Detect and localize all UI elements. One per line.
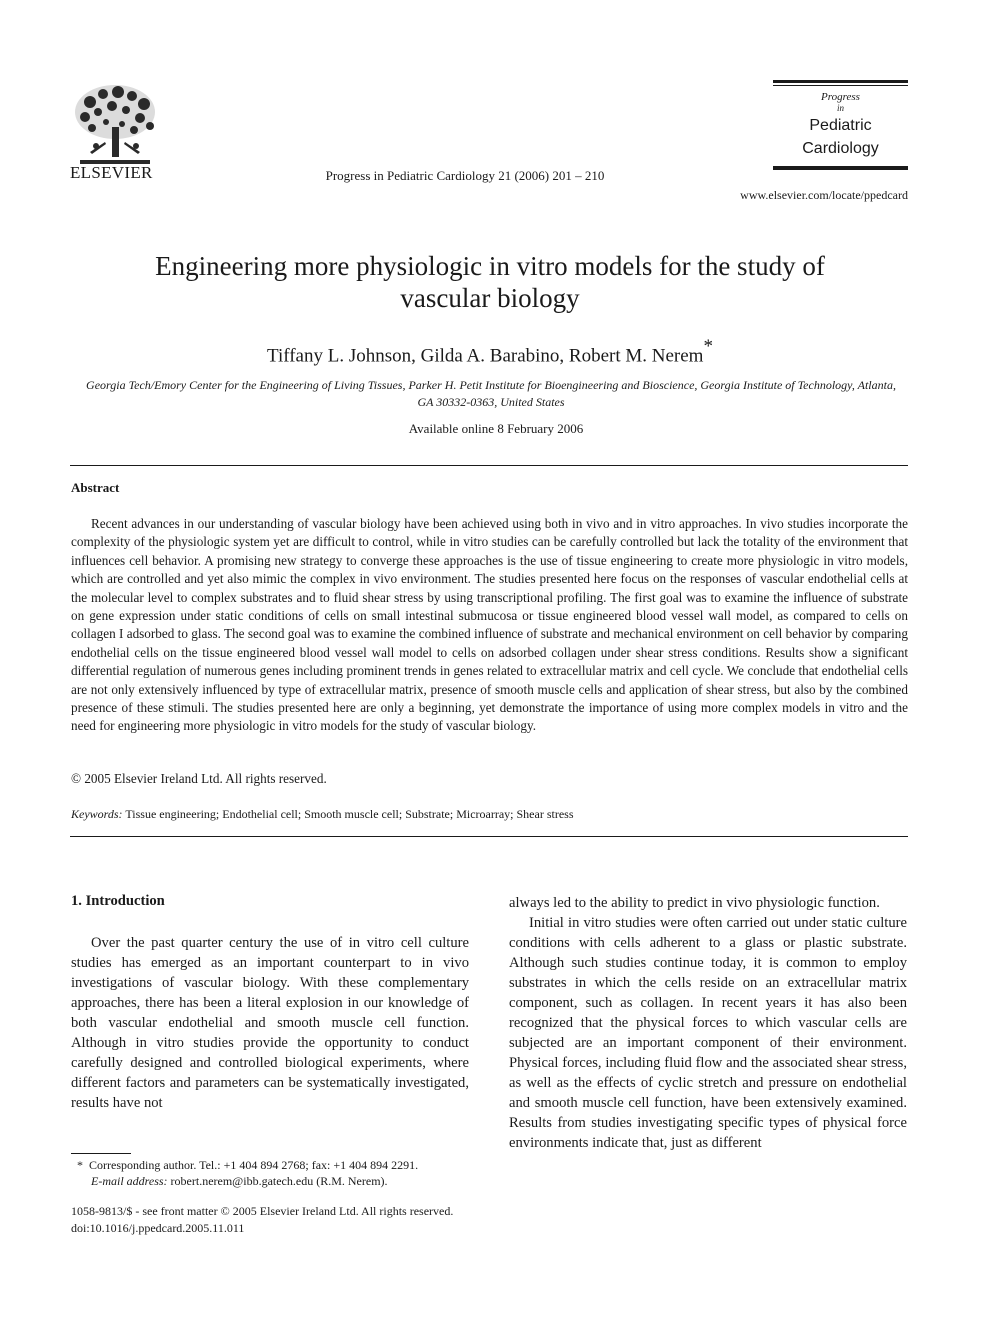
- corresponding-author-marker[interactable]: *: [703, 336, 713, 357]
- journal-logo-top-rule: [773, 80, 908, 83]
- footnote-email: [71, 1173, 481, 1189]
- left-column: [71, 933, 469, 1113]
- elsevier-tree-icon: [70, 82, 160, 164]
- keywords: [71, 807, 574, 822]
- article-title: Engineering more physiologic in vitro models for the study of vascular biology: [155, 251, 825, 313]
- intro-paragraph-1-continued: always led to the ability to predict in vivo physiologic function.: [509, 895, 880, 911]
- affiliation: Georgia Tech/Emory Center for the Engineering of Living Tissues, Parker H. Petit Institute for Bioengineering and Bioscience, Georgia Institute of Technology, Atlanta, GA 30332-0363, United States: [86, 378, 896, 409]
- divider-bottom: [70, 836, 908, 837]
- footnote-corresponding-text: Corresponding author. Tel.: +1 404 894 2768; fax: +1 404 894 2291.: [89, 1158, 419, 1172]
- keywords-list: Tissue engineering; Endothelial cell; Smooth muscle cell; Substrate; Microarray; Shear stress: [125, 807, 574, 821]
- abstract-body: Recent advances in our understanding of vascular biology have been achieved using both in vivo and in vitro approaches. In vivo studies incorporate the complexity of the physiologic system yet are difficult to control, while in vitro studies can be carefully controlled but lack the totality of the environment that influences cell behavior. A promising new strategy to converge these approaches is the use of tissue engineering to create more physiologic in vitro models, which are controlled and yet also mimic the complex in vivo environment. The studies presented here focus on the responses of vascular endothelial cells at the molecular level to complex substrates and to fluid shear stress by using transcriptional profiling. The first goal was to examine the influence of substrate on gene expression under static conditions of cells on small intestinal submucosa or tissue engineered blood vessel wall model, as compared to cells on collagen I adsorbed to glass. The second goal was to examine the combined influence of substrate and mechanical environment on cell behavior by comparing endothelial cells on the tissue engineered blood vessel wall model to cells on adsorbed collagen under shear stress conditions. Results show a significant differential regulation of numerous genes including prominent trends in genes related to extracellular matrix and cell cycle. We conclude that endothelial cells are not only extensively influenced by type of extracellular matrix, presence of smooth muscle cells and application of shear stress, but also by the combined presence of these stimuli. The studies presented here are only a beginning, yet demonstrate the importance of using more complex models in vitro and the need for engineering more physiologic in vitro models for the study of vascular biology.: [71, 516, 908, 734]
- doi-line[interactable]: doi:10.1016/j.ppedcard.2005.11.011: [71, 1221, 245, 1235]
- journal-citation: Progress in Pediatric Cardiology 21 (2006) 201 – 210: [325, 168, 605, 183]
- available-online-date: Available online 8 February 2006: [408, 421, 584, 436]
- authors-text: Tiffany L. Johnson, Gilda A. Barabino, Robert M. Nerem: [267, 345, 704, 367]
- journal-logo-line1: Progress: [821, 91, 860, 103]
- footnote-email-value[interactable]: robert.nerem@ibb.gatech.edu (R.M. Nerem).: [170, 1174, 388, 1188]
- footnote-marker: *: [77, 1158, 83, 1172]
- journal-logo-line3: Pediatric: [809, 117, 872, 134]
- section-heading-introduction: 1. Introduction: [71, 893, 165, 909]
- issn-line: 1058-9813/$ - see front matter © 2005 Elsevier Ireland Ltd. All rights reserved.: [71, 1204, 454, 1218]
- footnote: [71, 1157, 481, 1189]
- journal-url[interactable]: www.elsevier.com/locate/ppedcard: [740, 188, 908, 202]
- intro-paragraph-1: Over the past quarter century the use of in vitro cell culture studies has emerged as an important counterpart to in vivo investigations of vascular biology. With these complementary approaches, there has been a literal explosion in our knowledge of both vascular endothelial and smooth muscle cell function. Although in vitro studies provide the opportunity to conduct carefully designed and controlled biological experiments, where different factors and parameters can be systematically investigated, results have not: [71, 935, 469, 1111]
- footnote-corresponding: [71, 1157, 481, 1173]
- journal-logo-line2: in: [836, 103, 844, 113]
- right-column: [509, 893, 907, 1153]
- publisher-logo: [70, 82, 162, 182]
- abstract-copyright: © 2005 Elsevier Ireland Ltd. All rights reserved.: [71, 771, 327, 786]
- divider-top: [70, 465, 908, 466]
- abstract-heading: Abstract: [71, 480, 120, 495]
- keywords-label: Keywords:: [71, 807, 123, 821]
- author-list: [100, 338, 880, 367]
- journal-logo: [773, 80, 908, 170]
- intro-paragraph-2: Initial in vitro studies were often carried out under static culture conditions with cells adherent to a glass or plastic substrate. Although such studies continue today, it is common to employ substrates in which the cells reside on an extracellular matrix component, such as collagen. In recent years it has also been recognized that the physical forces to which vascular cells are subjected are an important component of their environment. Physical forces, including fluid flow and the associated shear stress, as well as the effects of cyclic stretch and pressure on endothelial and smooth muscle cell function, have been extensively examined. Results from studies investigating specific types of physical force environments indicate that, just as different: [509, 915, 907, 1151]
- publisher-name: ELSEVIER: [70, 163, 153, 182]
- journal-logo-line4: Cardiology: [802, 140, 879, 157]
- front-matter: [71, 1203, 453, 1237]
- journal-logo-bottom-rule: [773, 167, 908, 170]
- footnote-divider: [71, 1153, 131, 1154]
- footnote-email-label: E-mail address:: [91, 1174, 168, 1188]
